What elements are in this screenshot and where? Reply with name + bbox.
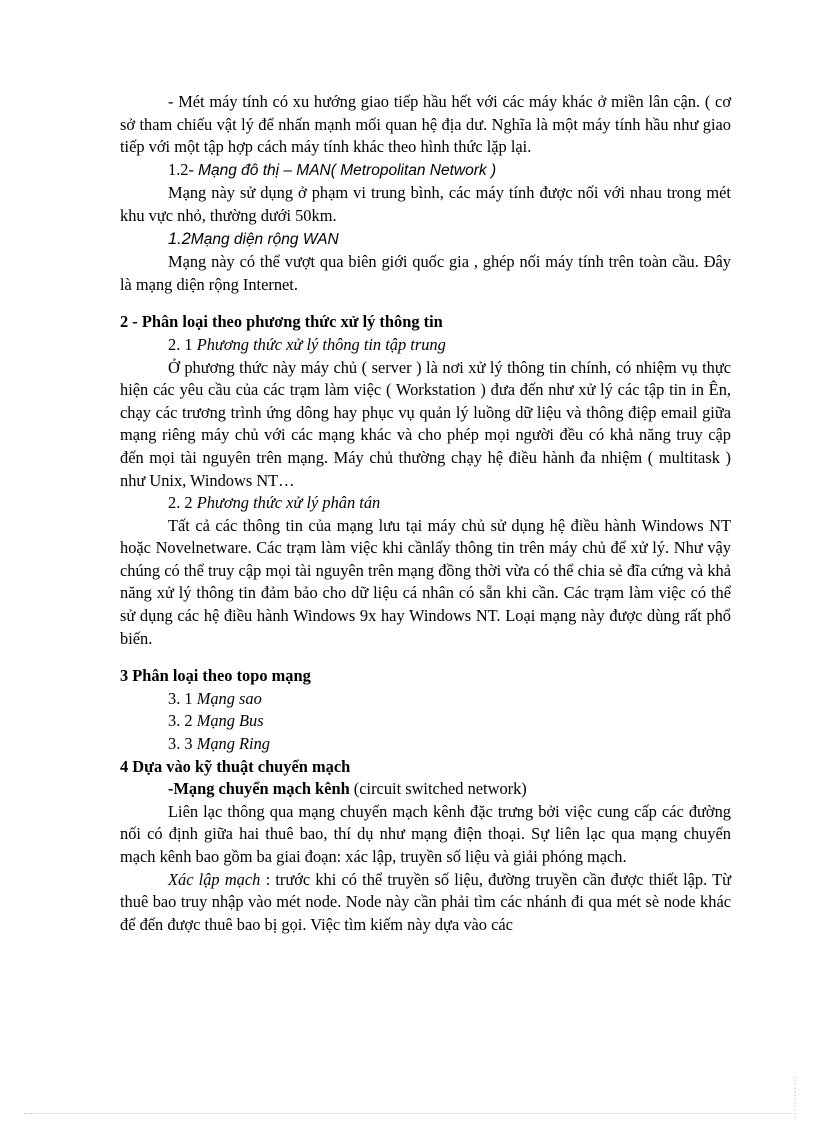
heading-number: 3. 1 bbox=[168, 688, 193, 708]
heading-4: 4 Dựa vào kỹ thuật chuyển mạch bbox=[120, 756, 351, 776]
paragraph-setup bbox=[120, 869, 731, 937]
heading-title: Mạng diện rộng WAN bbox=[190, 230, 339, 248]
heading-4-circuit bbox=[120, 778, 731, 801]
term: Xác lập mạch bbox=[168, 869, 261, 889]
heading-title: Phương thức xử lý thông tin tập trung bbox=[196, 334, 446, 354]
heading-2-2 bbox=[120, 492, 731, 515]
heading-number: 2. 2 bbox=[168, 493, 193, 513]
heading-2-1 bbox=[120, 334, 731, 357]
heading-3: 3 Phân loại theo topo mạng bbox=[120, 666, 311, 686]
heading-title: Mạng sao bbox=[196, 688, 262, 708]
heading-title: Mạng Bus bbox=[196, 711, 264, 731]
heading-3-1 bbox=[120, 688, 731, 711]
heading-number: 3. 2 bbox=[168, 711, 193, 731]
paragraph-distributed: Tất cả các thông tin của mạng lưu tại máy chủ sử dụng hệ điều hành Windows NT hoặc Novelnetware. Các trạm làm việc khi cầnlấy thông tin trên máy chủ để xử lý. Như vậy chúng có thể truy cập mọi tài nguyên trên mạng đồng thời vừa có thể chia sẻ đĩa cứng và khả năng xử lý thông tin đảm bảo cho dữ liệu cá nhân có sẵn khi cần. Các trạm làm việc có thể sử dụng các hệ điều hành Windows 9x hay Windows NT. Loại mạng này được dùng rất phổ biến. bbox=[120, 515, 731, 648]
heading-title: -Mạng chuyển mạch kênh bbox=[168, 779, 350, 799]
heading-3-2 bbox=[120, 710, 731, 733]
heading-1-2-wan bbox=[120, 228, 731, 252]
paragraph-wan: Mạng này có thể vượt qua biên giới quốc gia , ghép nối máy tính trên toàn cầu. Đây là mạng diện rộng Internet. bbox=[120, 252, 731, 294]
corner-mark-icon: ⋮ ⋮ ⋮ ⋮ bbox=[790, 1076, 800, 1120]
heading-3-3 bbox=[120, 733, 731, 756]
definition: : trước khi có thể truyền số liệu, đường truyền cần được thiết lập. Từ thuê bao truy nhập vào mét node. Node này cần phải tìm các nhánh đi qua mét sè node khác để đến được thuê bao bị gọi. Việc tìm kiếm này dựa vào các bbox=[120, 869, 732, 934]
paragraph-man: Mạng này sử dụng ở phạm vi trung bình, các máy tính được nối với nhau trong mét khu vực nhỏ, thường dưới 50km. bbox=[120, 183, 731, 225]
heading-number: 2. 1 bbox=[168, 334, 193, 354]
heading-number: 1.2- bbox=[168, 159, 194, 179]
page-bottom-rule bbox=[24, 1113, 792, 1114]
paragraph-centralized: Ở phương thức này máy chủ ( server ) là nơi xử lý thông tin chính, có nhiệm vụ thực hiện các yêu cầu của các trạm làm việc ( Workstation ) đưa đến như xử lý các tập tin in Ên, chạy các trương trình ứng dông hay phục vụ quản lý luồng dữ liệu và thông điệp email giữa mạng riêng máy chủ với các mạng khác và cho phép mọi người đều có khả năng truy cập đến mọi tài nguyên trên mạng. Máy chủ thường chạy hệ điều hành đa nhiệm ( multitask ) như Unix, Windows NT… bbox=[120, 357, 731, 490]
document-page bbox=[120, 91, 731, 936]
spacer bbox=[120, 650, 731, 665]
heading-1-2-man bbox=[120, 159, 731, 183]
spacer bbox=[120, 296, 731, 311]
heading-number: 3. 3 bbox=[168, 734, 193, 754]
heading-note: (circuit switched network) bbox=[353, 779, 527, 799]
heading-2: 2 - Phân loại theo phương thức xử lý thông tin bbox=[120, 312, 443, 332]
heading-title: Phương thức xử lý phân tán bbox=[196, 493, 381, 513]
heading-number: 1.2 bbox=[168, 229, 191, 248]
paragraph-local-network: - Mét máy tính có xu hướng giao tiếp hầu hết với các máy khác ở miền lân cận. ( cơ sở tham chiếu vật lý để nhấn mạnh mối quan hệ địa dư. Nghĩa là một máy tính hầu như giao tiếp với một tập hợp cách máy tính khác theo hình thức lặp lại. bbox=[120, 92, 731, 157]
heading-title: Mạng đô thị – MAN( Metropolitan Network ) bbox=[198, 161, 497, 179]
paragraph-circuit: Liên lạc thông qua mạng chuyển mạch kênh đặc trưng bởi việc cung cấp các đường nối có định giữa hai thuê bao, thí dụ như mạng điện thoại. Sự liên lạc qua mạng chuyển mạch kênh bao gồm ba giai đoạn: xác lập, truyền số liệu và giải phóng mạch. bbox=[120, 801, 731, 866]
heading-title: Mạng Ring bbox=[196, 734, 270, 754]
